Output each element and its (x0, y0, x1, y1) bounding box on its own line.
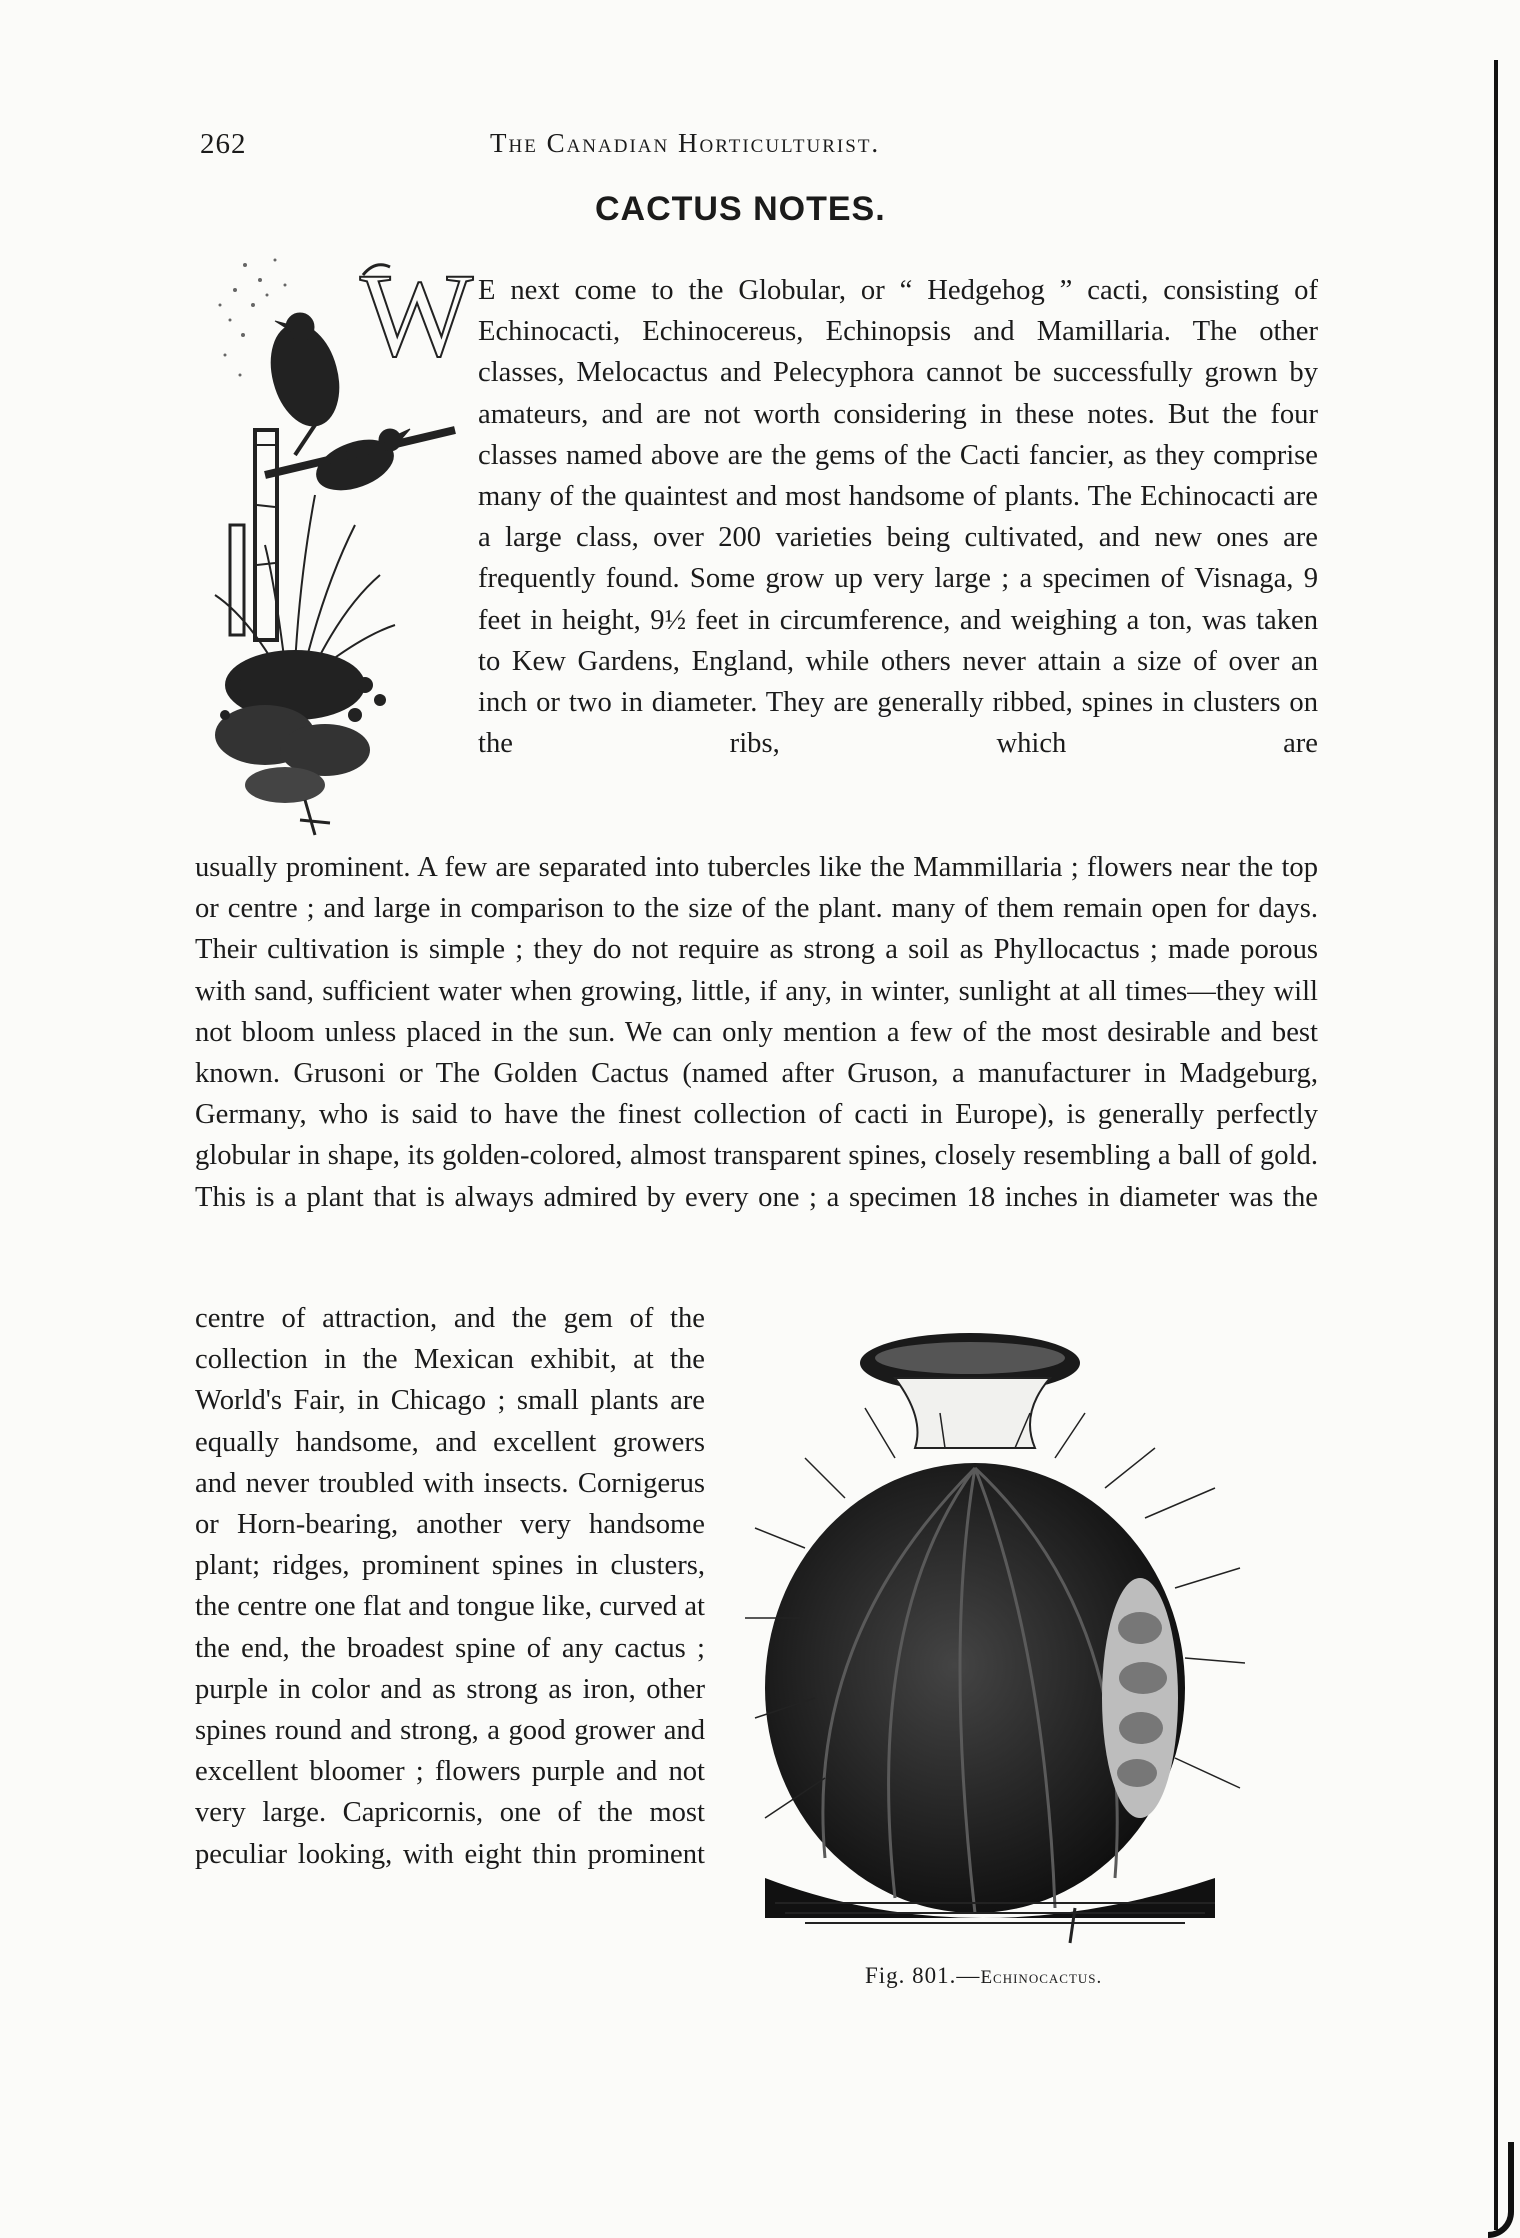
paragraph-upper: E next come to the Globular, or “ Hedgehog ” cacti, consisting of Echinocacti, Echinocereus, Echinopsis and Mamillaria. The other classes, Melocactus and Pelecyphora cannot be successfully grown by amateurs, and are not worth considering in these notes. But the four classes named above are the gems of the Cacti fancier, as they comprise many of the quaintest and most handsome of plants. The Echinocacti are a large class, over 200 varieties being cultivated, and new ones are frequently found. Some grow up very large ; a specimen of Visnaga, 9 feet in height, 9½ feet in circumference, and weighing a ton, was taken to Kew Gardens, England, while others never attain a size of over an inch or two in diameter. They are generally ribbed, spines in clusters on the ribs, which are (478, 275, 1318, 760)
figure-caption-name: Echinocactus. (980, 1967, 1103, 1988)
article-title: CACTUS NOTES. (595, 190, 886, 228)
page-edge-shadow (1494, 60, 1498, 2230)
page-curl (1488, 2142, 1514, 2238)
echinocactus-illustration (745, 1318, 1245, 1948)
dropcap-letter: W (360, 255, 474, 375)
figure-caption (865, 1963, 1102, 1989)
dropcap-w (355, 255, 485, 375)
page-header (200, 128, 1320, 168)
page-number: 262 (200, 128, 247, 160)
figure-caption-prefix: Fig. 801.— (865, 1963, 981, 1988)
paragraph-full-width: usually prominent. A few are separated into tubercles like the Mammillaria ; flowers near the top or centre ; and large in comparison to the size of the plant. many of them remain open for days. Their cultivation is simple ; they do not require as strong a soil as Phyllocactus ; made porous with sand, sufficient water when growing, little, if any, in winter, sunlight at all times—they will not bloom unless placed in the sun. We can only mention a few of the most desirable and best known. Grusoni or The Golden Cactus (named after Gruson, a manufacturer in Madgeburg, Germany, who is said to have the finest collection of cacti in Europe), is generally perfectly globular in shape, its golden-colored, almost transparent spines, closely resembling a ball of gold. This is a plant that is always admired by every one ; a specimen 18 inches in diameter was the (195, 852, 1318, 1213)
paragraph-left-column: centre of attraction, and the gem of the collection in the Mexican exhibit, at the World's Fair, in Chicago ; small plants are equally handsome, and excellent growers and never troubled with insects. Cornigerus or Horn-bearing, another very handsome plant; ridges, prominent spines in clusters, the centre one flat and tongue like, curved at the end, the broadest spine of any cactus ; purple in color and as strong as iron, other spines round and strong, a good grower and excellent bloomer ; flowers purple and not very large. Capricornis, one of the most peculiar looking, with eight thin prominent (195, 1303, 705, 1870)
running-head: The Canadian Horticulturist. (490, 128, 881, 158)
